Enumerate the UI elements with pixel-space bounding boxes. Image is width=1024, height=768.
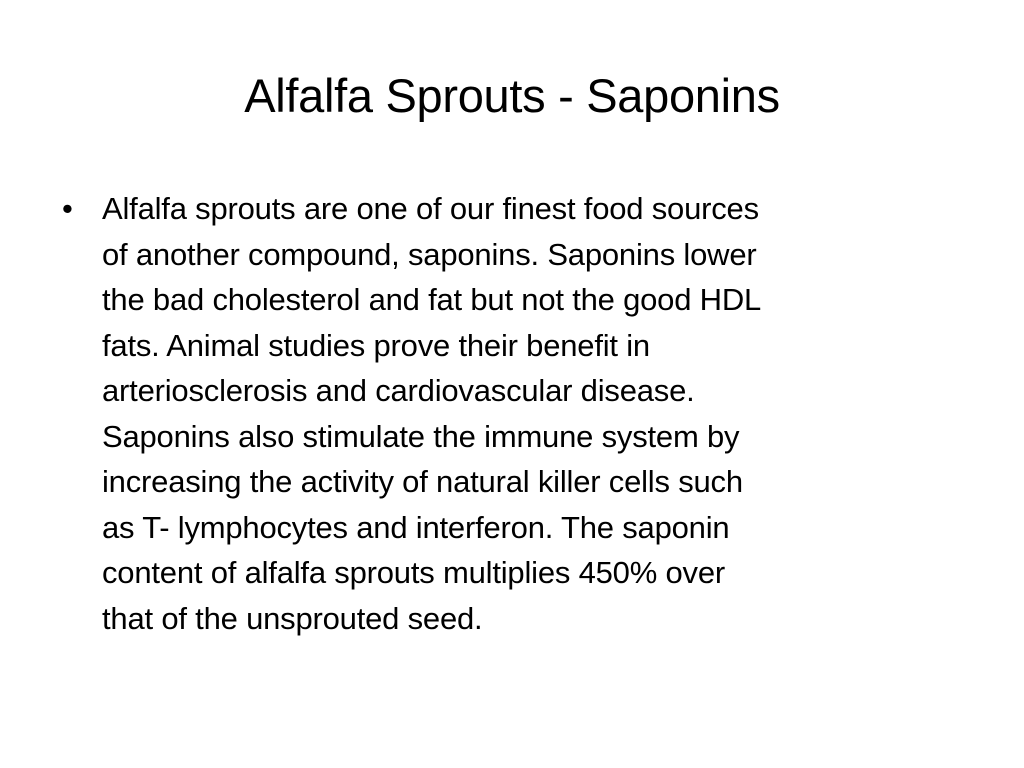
bullet-text-line: as T- lymphocytes and interferon. The saponin	[102, 509, 730, 545]
bullet-text-line: Saponins also stimulate the immune system by	[102, 418, 740, 454]
bullet-text-line: that of the unsprouted seed.	[102, 600, 483, 636]
slide-title: Alfalfa Sprouts - Saponins	[244, 69, 780, 122]
bullet-text-line: increasing the activity of natural killer cells such	[102, 464, 743, 499]
bullet-text-line: the bad cholesterol and fat but not the good HDL	[102, 282, 762, 317]
bullet-text-line: content of alfalfa sprouts multiplies 450% over	[102, 555, 725, 590]
bullet-text-line: Alfalfa sprouts are one of our finest food sources	[102, 191, 759, 226]
bullet-text-line: fats. Animal studies prove their benefit in	[102, 327, 650, 363]
bullet-list	[62, 186, 962, 641]
bullet-marker: •	[62, 191, 73, 226]
bullet-text-line: arteriosclerosis and cardiovascular disease.	[102, 373, 695, 408]
bullet-item	[62, 186, 962, 641]
bullet-text-line: of another compound, saponins. Saponins lower	[102, 236, 757, 272]
